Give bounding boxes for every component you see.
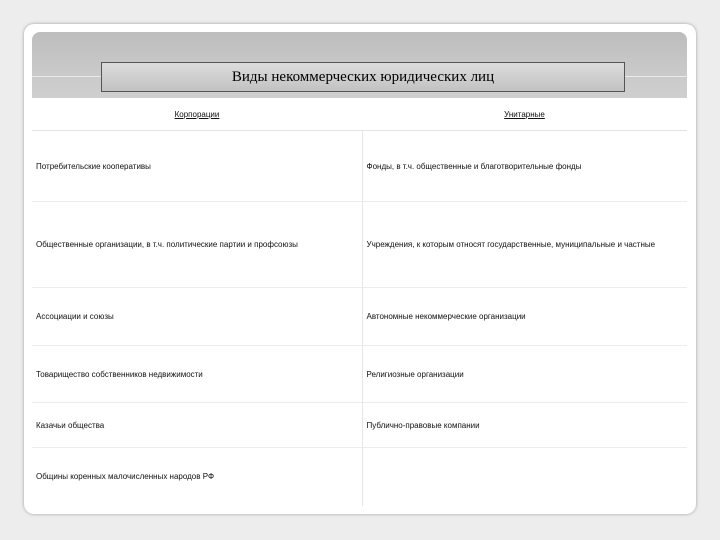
column-header-corporations: Корпорации	[32, 98, 362, 131]
table-cell: Казачьи общества	[32, 403, 362, 448]
classification-table	[32, 98, 687, 506]
table-cell: Товарищество собственников недвижимости	[32, 346, 362, 403]
table-row	[32, 448, 687, 506]
table-cell: Публично-правовые компании	[362, 403, 687, 448]
table-cell: Общины коренных малочисленных народов РФ	[32, 448, 362, 506]
table-cell: Автономные некоммерческие организации	[362, 288, 687, 346]
table-cell: Общественные организации, в т.ч. политические партии и профсоюзы	[32, 202, 362, 288]
table-cell: Религиозные организации	[362, 346, 687, 403]
table-row	[32, 403, 687, 448]
table-cell: Потребительские кооперативы	[32, 131, 362, 202]
table-cell: Ассоциации и союзы	[32, 288, 362, 346]
table-cell: Учреждения, к которым относят государственные, муниципальные и частные	[362, 202, 687, 288]
slide	[24, 24, 696, 514]
table-row	[32, 131, 687, 202]
table-row	[32, 288, 687, 346]
slide-title: Виды некоммерческих юридических лиц	[101, 62, 625, 92]
table-row	[32, 202, 687, 288]
table-cell: Фонды, в т.ч. общественные и благотворительные фонды	[362, 131, 687, 202]
table-row	[32, 346, 687, 403]
table-header-row	[32, 98, 687, 131]
column-header-unitary: Унитарные	[362, 98, 687, 131]
table-cell	[362, 448, 687, 506]
